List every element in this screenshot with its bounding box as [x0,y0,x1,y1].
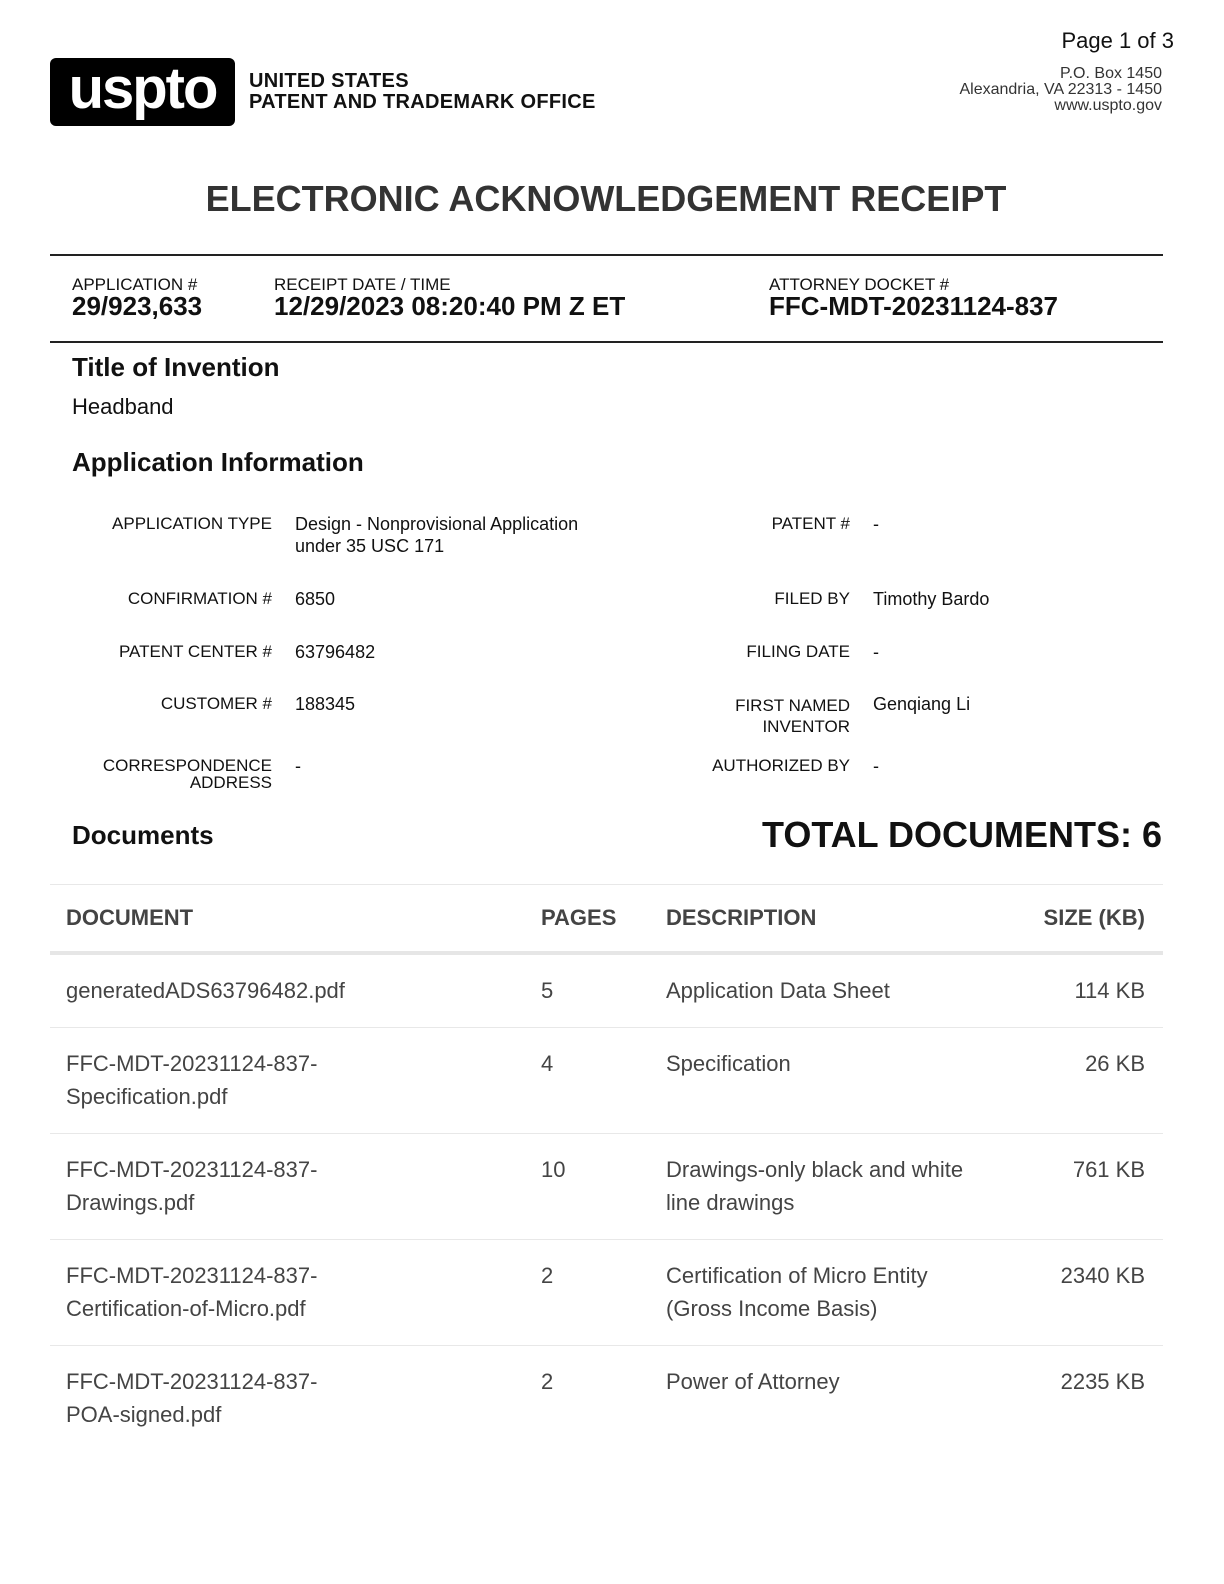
document-file-cell [50,1028,525,1134]
documents-table [50,884,1163,1451]
mailing-address [959,66,1162,114]
description-cell [650,1240,1010,1346]
table-header-row [50,885,1163,954]
attorney-docket-value: FFC-MDT-20231124-837 [769,291,1059,321]
correspondence-label-line-2: ADDRESS [189,773,272,792]
description-line-1: Application Data Sheet [666,978,890,1003]
uspto-logo [50,58,596,126]
application-number-label: APPLICATION # [72,275,198,294]
column-header-pages: PAGES [541,905,617,930]
document-file-line-2: Certification-of-Micro.pdf [66,1296,306,1321]
size-cell: 2340 KB [1060,1263,1145,1288]
filed-by-label: FILED BY [774,589,850,608]
document-file-line-2: Specification.pdf [66,1084,228,1109]
pages-cell: 2 [541,1369,554,1394]
application-type-label: APPLICATION TYPE [112,514,272,533]
page-indicator: Page 1 of 3 [1061,28,1174,53]
filing-date-label: FILING DATE [746,642,850,661]
size-cell: 114 KB [1074,978,1145,1003]
correspondence-label-line-1: CORRESPONDENCE [102,756,272,775]
pages-cell: 2 [541,1263,554,1288]
description-cell [650,1346,1010,1452]
correspondence-address-label [12,757,272,791]
patent-center-label: PATENT CENTER # [118,642,272,661]
patent-number-label: PATENT # [771,514,850,533]
address-website: www.uspto.gov [1054,97,1162,114]
document-file-line-1: generatedADS63796482.pdf [66,978,345,1003]
pages-cell: 10 [541,1157,566,1182]
description-line-1: Power of Attorney [666,1369,840,1394]
document-file-line-2: Drawings.pdf [66,1190,195,1215]
application-type-line-1: Design - Nonprovisional Application [295,514,579,534]
table-row [50,953,1163,1028]
document-title: ELECTRONIC ACKNOWLEDGEMENT RECEIPT [205,178,1007,219]
authorized-by-value: - [873,756,879,776]
application-type-line-2: under 35 USC 171 [295,536,445,556]
document-file-cell [50,1134,525,1240]
description-line-2: (Gross Income Basis) [666,1296,878,1321]
filing-date-value: - [873,642,879,662]
title-of-invention-heading: Title of Invention [72,352,280,382]
pages-cell: 5 [541,978,554,1003]
description-line-1: Specification [666,1051,791,1076]
customer-label: CUSTOMER # [160,694,272,713]
logo-line-2: PATENT AND TRADEMARK OFFICE [249,91,596,113]
patent-number-value: - [873,514,879,534]
table-row [50,1134,1163,1240]
customer-value: 188345 [295,694,356,714]
application-type-value [295,513,578,557]
receipt-date-label: RECEIPT DATE / TIME [274,275,451,294]
document-file-cell [50,953,525,1028]
column-header-size: SIZE (KB) [1043,905,1145,930]
first-named-inventor-value: Genqiang Li [873,694,971,714]
document-file-line-1: FFC-MDT-20231124-837- [66,1051,318,1076]
description-line-1: Certification of Micro Entity [666,1263,928,1288]
size-cell: 26 KB [1085,1051,1145,1076]
receipt-date-value: 12/29/2023 08:20:40 PM Z ET [274,291,626,321]
pages-cell: 4 [541,1051,554,1076]
correspondence-address-value: - [295,756,301,776]
description-line-1: Drawings-only black and white [666,1157,964,1182]
application-number-value: 29/923,633 [72,291,203,321]
header-top-rule [50,254,1163,256]
document-file-line-1: FFC-MDT-20231124-837- [66,1369,318,1394]
uspto-logo-mark: uspto [50,58,235,126]
patent-center-value: 63796482 [295,642,376,662]
description-line-2: line drawings [666,1190,795,1215]
size-cell: 2235 KB [1060,1369,1145,1394]
title-of-invention-value: Headband [72,394,174,419]
description-cell [650,1028,1010,1134]
table-row [50,1028,1163,1134]
total-documents: TOTAL DOCUMENTS: 6 [761,814,1162,855]
document-file-line-2: POA-signed.pdf [66,1402,222,1427]
column-header-document: DOCUMENT [66,905,194,930]
description-cell [650,1134,1010,1240]
attorney-docket-label: ATTORNEY DOCKET # [769,275,950,294]
application-number-block [72,276,202,319]
column-header-description: DESCRIPTION [666,905,817,930]
attorney-docket-block [769,276,1058,319]
confirmation-value: 6850 [295,589,336,609]
document-file-cell [50,1346,525,1452]
document-file-cell [50,1240,525,1346]
address-line-2: Alexandria, VA 22313 - 1450 [959,81,1162,98]
description-cell [650,953,1010,1028]
first-inventor-label-line-1: FIRST NAMED [735,696,850,715]
header-bottom-rule [50,341,1163,343]
documents-heading: Documents [72,820,214,850]
table-row [50,1240,1163,1346]
receipt-date-block [274,276,625,319]
document-file-line-1: FFC-MDT-20231124-837- [66,1157,318,1182]
application-information-heading: Application Information [72,447,364,477]
uspto-logo-text [249,71,596,113]
confirmation-label: CONFIRMATION # [127,589,272,608]
table-row [50,1346,1163,1452]
size-cell: 761 KB [1072,1157,1145,1182]
document-file-line-1: FFC-MDT-20231124-837- [66,1263,318,1288]
filed-by-value: Timothy Bardo [873,589,990,609]
first-inventor-label-line-2: INVENTOR [762,717,850,736]
address-line-1: P.O. Box 1450 [1060,65,1162,82]
authorized-by-label: AUTHORIZED BY [712,756,850,775]
first-named-inventor-label [590,695,850,737]
logo-line-1: UNITED STATES [249,70,409,92]
